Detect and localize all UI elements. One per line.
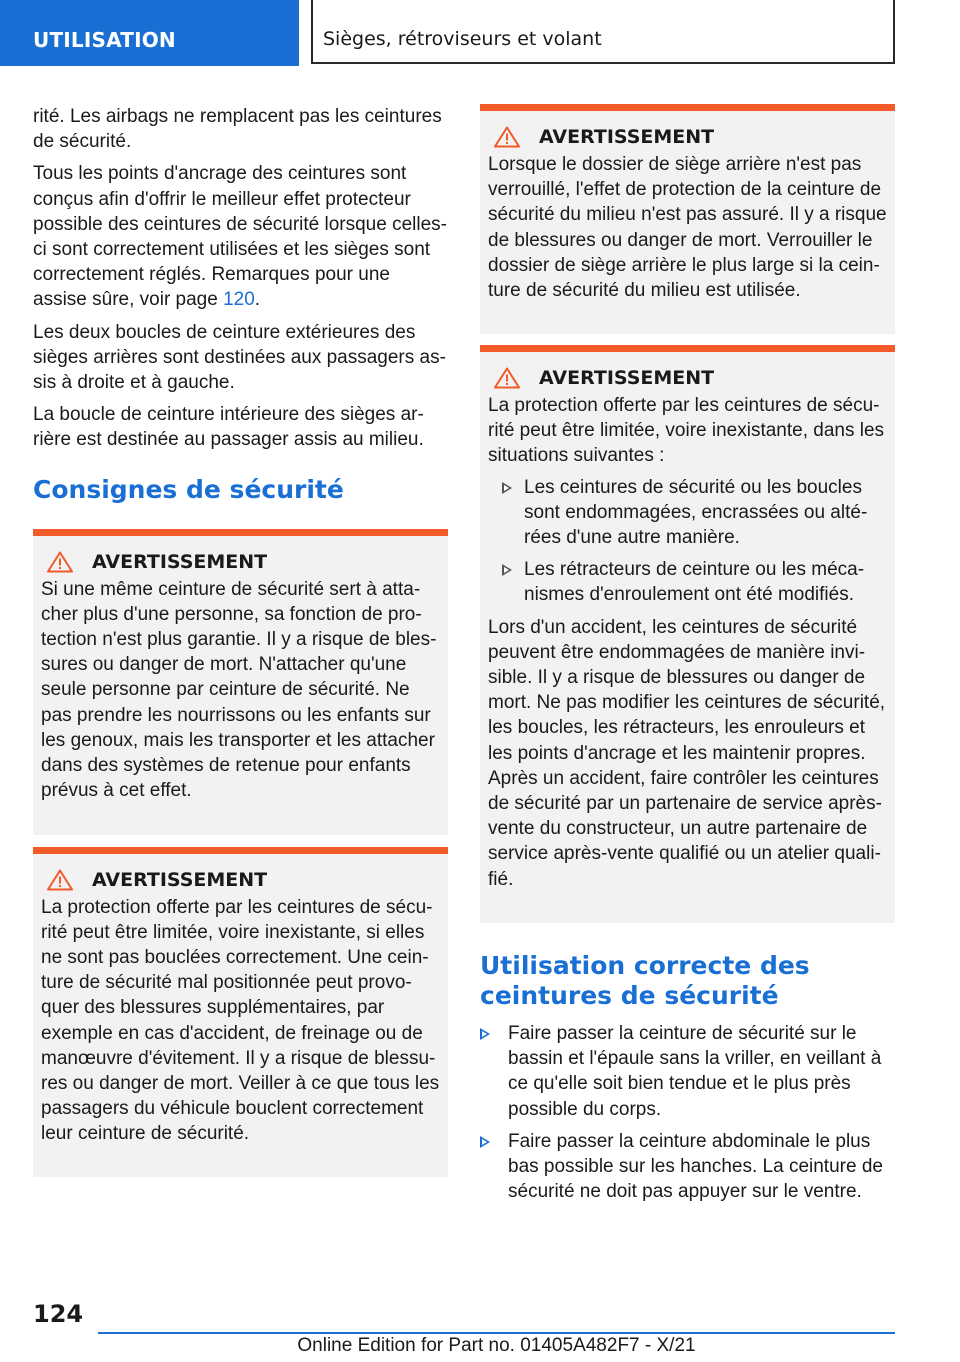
right-column	[480, 104, 895, 1211]
warning-header	[488, 367, 887, 389]
list-item-text: Faire passer la ceinture de sécurité sur le bassin et l'épaule sans la vriller, en veillant à ce qu'elle soit bien tendue et le plus près possible du corps.	[508, 1023, 882, 1120]
footer-divider	[98, 1332, 895, 1334]
list-item	[488, 557, 887, 607]
paragraph-text: Tous les points d'ancrage des ceintures sont conçus afin d'offrir le meilleur effet protecteur possible des ceintures de sécurité lorsque celles-ci sont correctement utilisées et les sièges sont correctement réglés. Remarques pour une assise sûre, voir page	[33, 163, 447, 311]
section-heading: Utilisation correcte des ceintures de sécurité	[480, 951, 810, 1010]
paragraph: La boucle de ceinture intérieure des sièges arrière est destinée au passager assis au milieu.	[33, 404, 424, 451]
paragraph: rité. Les airbags ne remplacent pas les ceintures de sécurité.	[33, 106, 442, 153]
warning-text: Lorsque le dossier de siège arrière n'est pas verrouillé, l'effet de protection de la ceinture de sécurité du milieu n'est pas assuré. Il y a risque de blessures ou danger de mort. Verrouiller le dossier de siège arrière le plus large si la ceinture de sécurité du milieu est utilisée.	[488, 154, 887, 302]
warning-title: AVERTISSEMENT	[92, 550, 268, 573]
warning-list	[488, 475, 887, 608]
warning-text: Si une même ceinture de sécurité sert à attacher plus d'une personne, sa fonction de protection n'est plus garantie. Il y a risque de blessures ou danger de mort. N'attacher qu'une seule personne par ceinture de sécurité. Ne pas prendre les nourrissons ou les enfants sur les genoux, mais les transporter et les attacher dans des systèmes de retenue pour enfants prévus à cet effet.	[41, 578, 437, 802]
page-number: 124	[33, 1300, 84, 1328]
warning-title: AVERTISSEMENT	[539, 126, 715, 148]
warning-text: Lors d'un accident, les ceintures de sécurité peuvent être endommagées de manière invisible. Il y a risque de blessures ou danger de mort. Ne pas modifier les ceintures de sécurité, les boucles, les rétracteurs, les enrouleurs et les points d'ancrage et les maintenir propres. Après un accident, faire contrôler les ceintures de sécurité par un partenaire de service après-vente du constructeur, un autre partenaire de service après-vente qualifié ou un atelier qualifié.	[488, 616, 886, 890]
bullet-arrow-icon	[480, 1136, 490, 1148]
warning-box	[33, 529, 448, 835]
left-column	[33, 104, 448, 1177]
warning-box	[480, 104, 895, 334]
paragraph: Les deux boucles de ceinture extérieures des sièges arrières sont destinées aux passagers assis à droite et à gauche.	[33, 321, 446, 394]
warning-title: AVERTISSEMENT	[92, 868, 268, 891]
warning-icon	[47, 551, 73, 573]
warning-header	[41, 869, 440, 891]
instruction-list	[480, 1021, 895, 1204]
chapter-tab[interactable]: Sièges, rétroviseurs et volant	[311, 0, 895, 64]
warning-text: La protection offerte par les ceintures de sécurité peut être limitée, voire inexistante, si elles ne sont pas bouclées correctement. Une ceinture de sécurité mal positionnée peut provoquer des blessures supplémentaires, par exemple en cas d'accident, de freinage ou de manœuvre d'évitement. Il y a risque de blessures ou danger de mort. Veiller à ce que tous les passagers du véhicule bouclent correctement leur ceinture de sécurité.	[41, 896, 440, 1145]
footer-edition-text: Online Edition for Part no. 01405A482F7 - X/21	[297, 1335, 696, 1356]
warning-box	[480, 345, 895, 923]
bullet-arrow-icon	[502, 564, 512, 576]
paragraph-end: .	[254, 289, 261, 311]
list-item-text: Les ceintures de sécurité ou les boucles sont endommagées, encrassées ou altérées d'une autre manière.	[524, 476, 868, 549]
warning-title: AVERTISSEMENT	[539, 367, 715, 389]
list-item	[488, 475, 887, 551]
warning-header	[41, 551, 440, 573]
bullet-arrow-icon	[502, 482, 512, 494]
warning-icon	[494, 367, 520, 389]
paragraph	[33, 161, 448, 312]
bullet-arrow-icon	[480, 1028, 490, 1040]
list-item-text: Faire passer la ceinture abdominale le plus bas possible sur les hanches. La ceinture de sécurité ne doit pas appuyer sur le ventre.	[508, 1130, 883, 1203]
list-item	[480, 1021, 895, 1122]
section-tab[interactable]: UTILISATION	[0, 0, 299, 66]
warning-icon	[47, 869, 73, 891]
warning-box	[33, 847, 448, 1177]
list-item	[480, 1129, 895, 1205]
page-link[interactable]: 120	[223, 289, 255, 311]
warning-text: La protection offerte par les ceintures de sécurité peut être limitée, voire inexistante, dans les situations suivantes :	[488, 395, 885, 467]
section-heading: Consignes de sécurité	[33, 474, 344, 504]
list-item-text: Les rétracteurs de ceinture ou les mécanismes d'enroulement ont été modifiés.	[524, 559, 865, 606]
warning-header	[488, 126, 887, 148]
warning-icon	[494, 126, 520, 148]
